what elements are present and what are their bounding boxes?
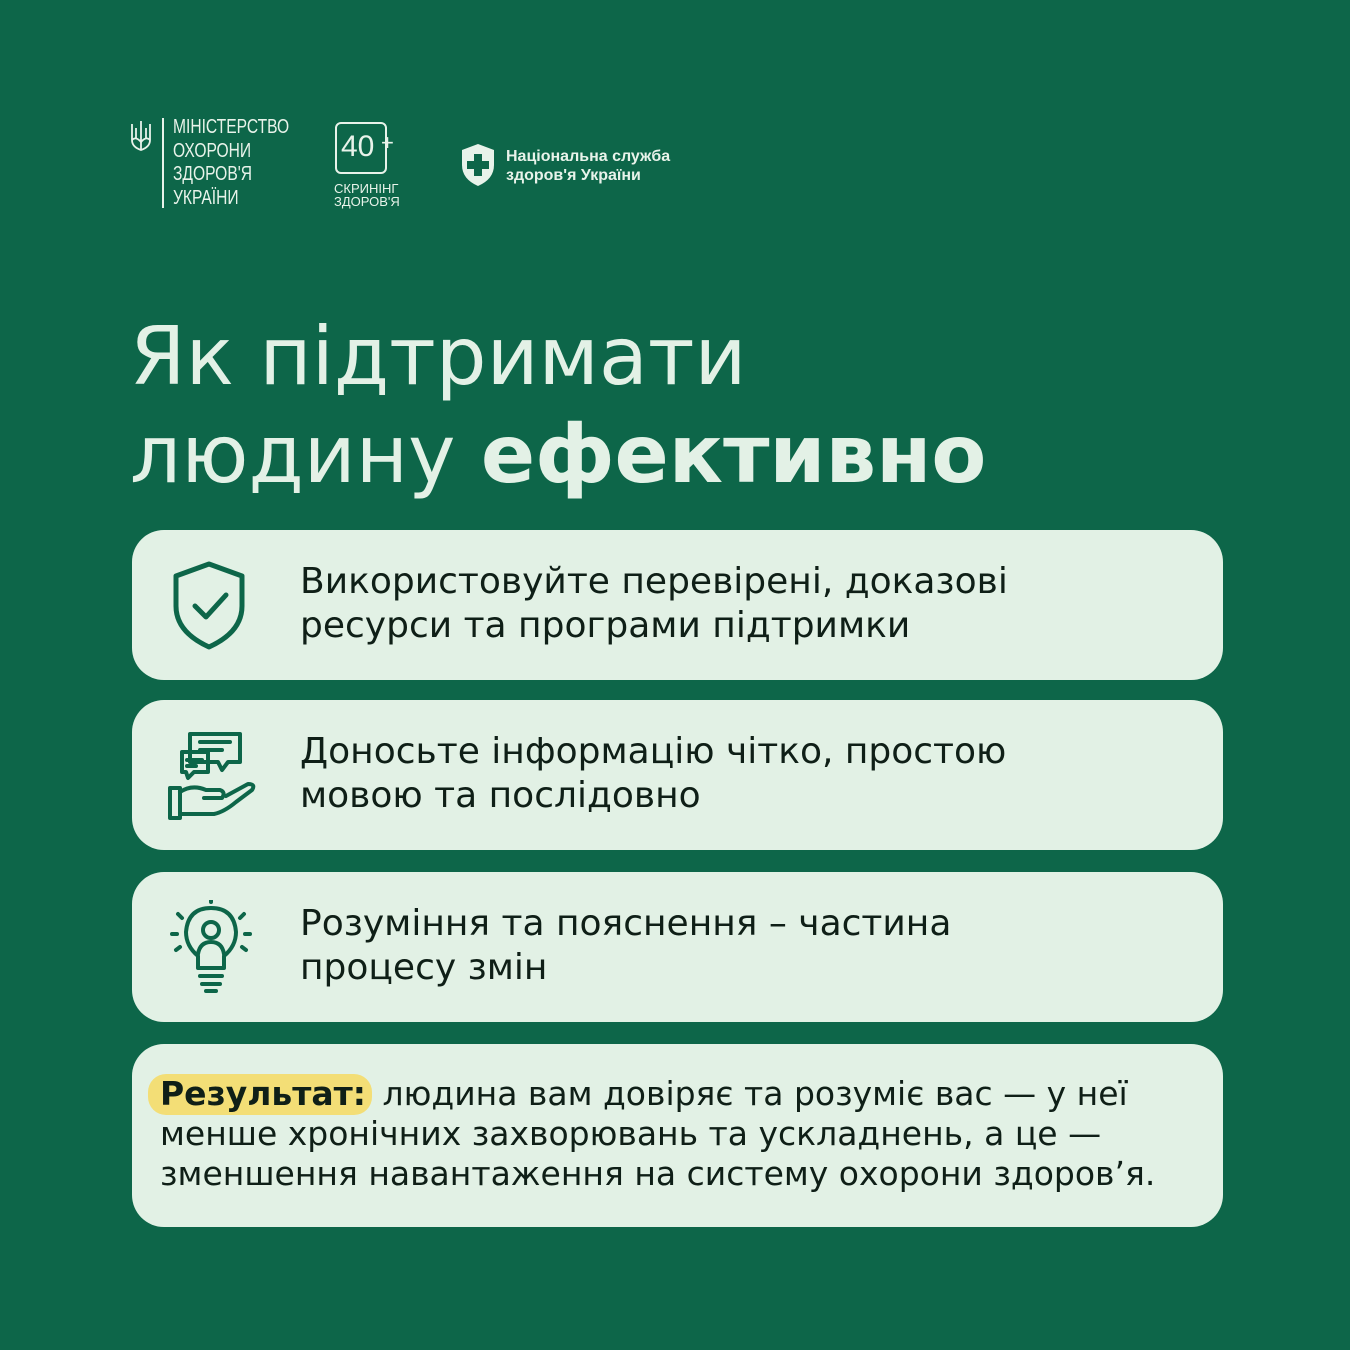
- screening-caption: СКРИНІНГ ЗДОРОВ'Я: [334, 181, 400, 209]
- result-line1: людина вам довіряє та розуміє вас — у неї: [372, 1074, 1128, 1113]
- screening-number: 40: [341, 130, 375, 163]
- tip-text: Розуміння та пояснення – частина процесу змін: [300, 903, 952, 988]
- tip-text: Доносьте інформацію чітко, простою мовою та послідовно: [300, 731, 1007, 816]
- screening-logo: [333, 120, 413, 215]
- title-line1: Як підтримати: [130, 310, 747, 403]
- trident-icon: [130, 120, 152, 154]
- title-line2-bold: ефективно: [480, 408, 987, 501]
- result-text: [160, 1074, 1155, 1194]
- ministry-logo: [130, 118, 290, 213]
- tip-card-understanding: [132, 872, 1223, 1022]
- screening-plus: +: [381, 130, 394, 155]
- tip-card-resources: [132, 530, 1223, 680]
- ministry-name: МІНІСТЕРСТВО ОХОРОНИ ЗДОРОВ'Я УКРАЇНИ: [173, 116, 290, 209]
- result-label-highlight: Результат:: [148, 1074, 372, 1115]
- lightbulb-person-icon: [166, 900, 256, 995]
- page-title: [130, 308, 986, 504]
- hand-chat-icon: [166, 728, 256, 823]
- nszu-logo: [460, 143, 720, 193]
- logo-divider: [162, 118, 164, 208]
- nszu-name: Національна служба здоров'я України: [506, 148, 671, 184]
- shield-check-icon: [166, 558, 256, 653]
- result-line3: зменшення навантаження на систему охорони здоров’я.: [160, 1154, 1156, 1193]
- tip-text: Використовуйте перевірені, доказові ресурси та програми підтримки: [300, 561, 1008, 646]
- tip-card-communication: [132, 700, 1223, 850]
- title-line2-regular: людину: [130, 408, 456, 501]
- result-card: [132, 1044, 1223, 1227]
- result-line2: менше хронічних захворювань та ускладнень, а це —: [160, 1114, 1102, 1153]
- shield-cross-icon: [460, 143, 496, 187]
